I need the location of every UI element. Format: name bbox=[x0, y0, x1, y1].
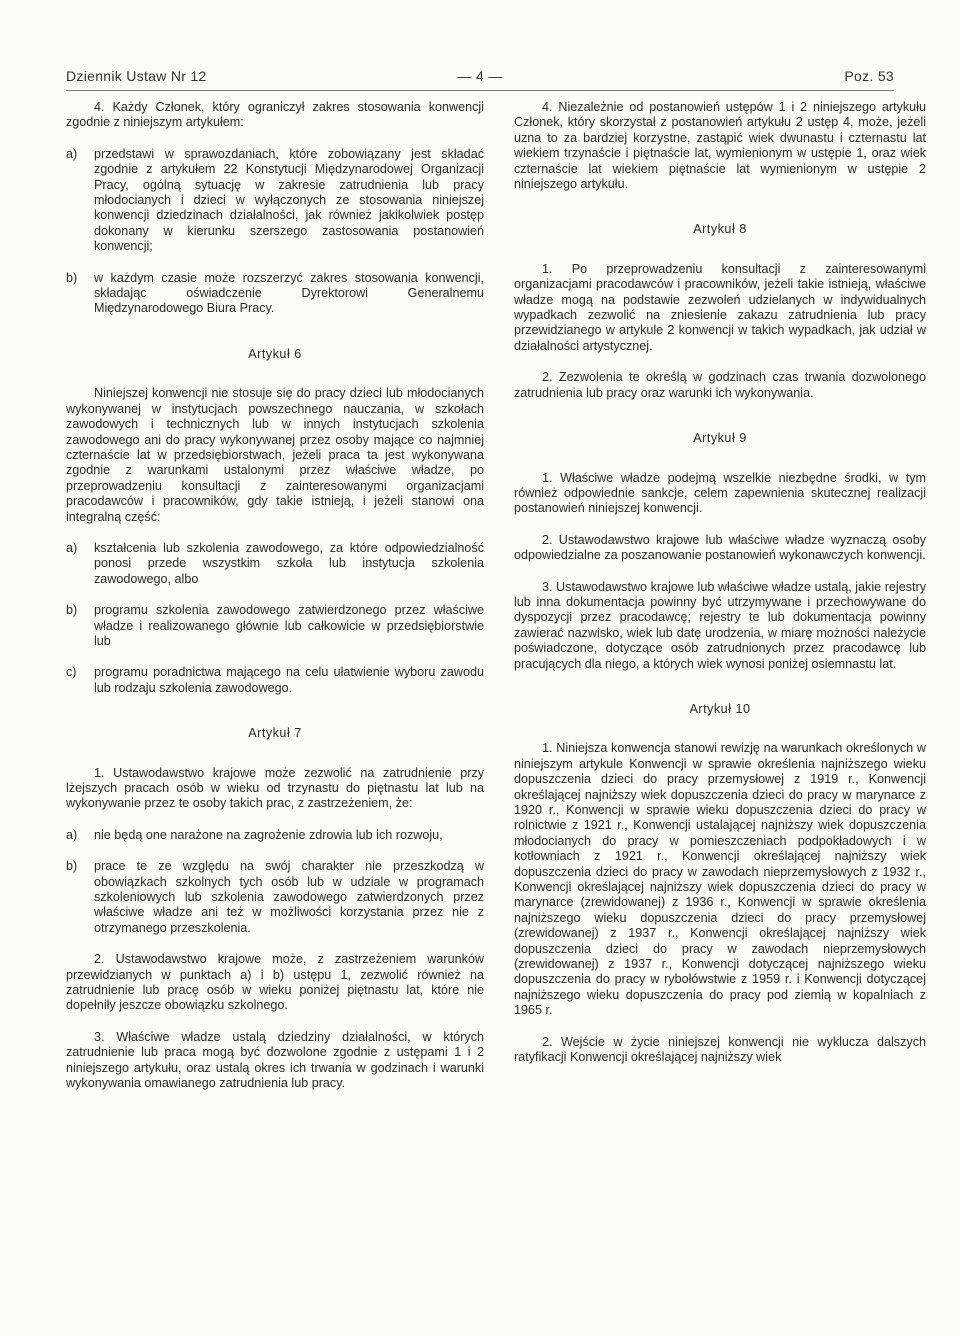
paragraph-4: 4. Każdy Członek, który ograniczył zakres stosowania konwencji zgodnie z niniejszym artykułem: bbox=[66, 100, 484, 130]
item-text: kształcenia lub szkolenia zawodowego, za które odpowiedzialność ponosi przede wszystkim szkoła lub instytucja szkolenia zawodowego, albo bbox=[94, 540, 484, 586]
list-item-b bbox=[66, 603, 484, 649]
position-number: Poz. 53 bbox=[844, 68, 894, 84]
article-9-title: Artykuł 9 bbox=[693, 431, 747, 446]
page-number: — 4 — bbox=[457, 68, 503, 84]
article-7-paragraph-2: 2. Ustawodawstwo krajowe może, z zastrzeżeniem warunków przewidzianych w punktach a) i b) ustępu 1, zezwolić również na zatrudnienie lub pracę osób w wieku poniżej piętnastu lat, które nie dopełniły jeszcze obowiązku szkolnego. bbox=[66, 952, 484, 1013]
article-10-paragraph-1: 1. Niniejsza konwencja stanowi rewizję na warunkach określonych w niniejszym artykule Konwencji w sprawie określenia najniższego wieku dopuszczenia dzieci do pracy przemysłowej z 1919 r., Konwencji określającej najniższy wiek dopuszczenia dzieci do pracy w marynarce z 1920 r., Konwencji w sprawie wieku dopuszczenia dzieci do pracy w rolnictwie z 1921 r., Konwencji ustalającej najniższy wiek dopuszczenia młodocianych do pracy w pomieszczeniach podpokładowych i w kotłowniach z 1921 r., Konwencji określającej najniższy wiek dopuszczenia dzieci do pracy w zawodach nieprzemysłowych z 1932 r., Konwencji określającej najniższy wiek dopuszczenia dzieci do pracy w marynarce (zrewidowanej) z 1936 r., Konwencji w sprawie określenia najniższego wieku dopuszczenia dzieci do pracy przemysłowej (zrewidowanej) z 1937 r., Konwencji określającej najniższy wiek dopuszczenia dzieci do pracy w zawodach nieprzemysłowych (zrewidowanej) z 1937 r., Konwencji dotyczącej najniższego wieku dopuszczenia do pracy w rybołówstwie z 1959 r. i Konwencji dotyczącej najniższego wieku dopuszczenia do pracy pod ziemią w kopalniach z 1965 r. bbox=[514, 741, 926, 1018]
article-7-paragraph-3: 3. Właściwe władze ustalą dziedziny działalności, w których zatrudnienie lub praca mogą być dozwolone zgodnie z ustępami 1 i 2 niniejszego artykułu, oraz ustalą okres ich trwania w godzinach i warunki wykonywania omawianego zatrudnienia lub pracy. bbox=[66, 1029, 484, 1091]
list-item-b bbox=[66, 271, 484, 317]
article-8-title: Artykuł 8 bbox=[693, 222, 747, 237]
article-7-paragraph-4: 4. Niezależnie od postanowień ustępów 1 i 2 niniejszego artykułu Członek, który skorzystał z postanowień artykułu 2 ustęp 4, może, jeżeli uzna to za bardziej korzystne, zastąpić wiek dwunastu i czternastu lat wiekiem trzynaście i piętnaście lat, wymienionym w ustępie 1, oraz wiek czternaście lat wiekiem piętnaście lat wymienionym w ustępie 2 niniejszego artykułu. bbox=[514, 100, 926, 192]
right-column bbox=[514, 100, 926, 1082]
article-8-paragraph-1: 1. Po przeprowadzeniu konsultacji z zainteresowanymi organizacjami pracodawców i pracowników, jeżeli takie istnieją, właściwe władze mogą na podstawie zezwoleń udzielanych w indywidualnych wypadkach zezwolić na zniesienie zakazu zatrudnienia lub pracy przewidzianego w artykule 2 konwencji w takich wypadkach, jak udział w działalności artystycznej. bbox=[514, 261, 926, 353]
item-label: a) bbox=[66, 827, 78, 842]
item-label: c) bbox=[66, 665, 77, 680]
list-item-c bbox=[66, 665, 484, 696]
item-label: b) bbox=[66, 603, 78, 618]
header-rule bbox=[66, 90, 894, 91]
item-text: prace te ze względu na swój charakter nie przeszkodzą w obowiązkach szkolnych tych osób lub w udziale w programach szkoleniowych lub szkolenia zawodowego zatwierdzonych przez właściwe władze ani też w możliwości korzystania przez nie z otrzymanego przeszkolenia. bbox=[94, 859, 484, 935]
article-7-paragraph-1: 1. Ustawodawstwo krajowe może zezwolić na zatrudnienie przy lżejszych pracach osób w wieku od trzynastu do piętnastu lat lub na wykonywanie przez te osoby takich prac, z zastrzeżeniem, że: bbox=[66, 765, 484, 811]
left-column bbox=[66, 100, 484, 1108]
item-text: programu szkolenia zawodowego zatwierdzonego przez właściwe władze i realizowanego głównie lub całkowicie w przedsiębiorstwie lub bbox=[94, 603, 484, 648]
article-9-paragraph-1: 1. Właściwe władze podejmą wszelkie niezbędne środki, w tym również odpowiednie sankcje, celem zapewnienia skutecznej realizacji postanowień niniejszej konwencji. bbox=[514, 470, 926, 516]
article-6-intro: Niniejszej konwencji nie stosuje się do pracy dzieci lub młodocianych wykonywanej w instytucjach powszechnego nauczania, w szkołach zawodowych i technicznych lub w innych instytucjach szkolenia zawodowego ani do pracy wykonywanej przez osoby mające co najmniej czternaście lat w przedsiębiorstwach, jeżeli praca ta jest wykonywana zgodnie z warunkami ustalonymi przez właściwe władze, po przeprowadzeniu konsultacji z zainteresowanymi organizacjami pracodawców i pracowników, gdy takie istnieją, i jeżeli stanowi ona integralną część: bbox=[66, 386, 484, 524]
list-item-b bbox=[66, 859, 484, 936]
item-label: b) bbox=[66, 859, 78, 874]
article-6-title: Artykuł 6 bbox=[248, 346, 302, 361]
list-item-a bbox=[66, 541, 484, 587]
item-text: przedstawi w sprawozdaniach, które zobowiązany jest składać zgodnie z artykułem 22 Konstytucji Międzynarodowej Organizacji Pracy, ogólną sytuację w zakresie zatrudnienia lub pracy młodocianych i dzieci w wyłączonych ze stosowania niniejszej konwencji dziedzinach działalności, jak również jakikolwiek postęp dokonany w kierunku szerszego zastosowania postanowień konwencji; bbox=[94, 146, 484, 254]
article-7-title: Artykuł 7 bbox=[248, 726, 302, 741]
article-10-title: Artykuł 10 bbox=[689, 701, 751, 716]
article-10-paragraph-2: 2. Wejście w życie niniejszej konwencji nie wyklucza dalszych ratyfikacji Konwencji określającej najniższy wiek bbox=[514, 1034, 926, 1065]
article-9-paragraph-2: 2. Ustawodawstwo krajowe lub właściwe władze wyznaczą osoby odpowiedzialne za poszanowanie postanowień wykonawczych konwencji. bbox=[514, 532, 926, 563]
item-text: nie będą one narażone na zagrożenie zdrowia lub ich rozwoju, bbox=[94, 827, 443, 842]
item-label: a) bbox=[66, 146, 78, 161]
page-header bbox=[66, 68, 894, 90]
item-label: b) bbox=[66, 270, 78, 285]
item-text: w każdym czasie może rozszerzyć zakres stosowania konwencji, składając oświadczenie Dyrektorowi Generalnemu Międzynarodowego Biura Pracy. bbox=[94, 270, 484, 316]
list-item-a bbox=[66, 147, 484, 255]
item-text: programu poradnictwa mającego na celu ułatwienie wyboru zawodu lub rodzaju szkolenia zawodowego. bbox=[94, 665, 484, 695]
article-9-paragraph-3: 3. Ustawodawstwo krajowe lub właściwe władze ustalą, jakie rejestry lub inna dokumentacja powinny być utrzymywane i przechowywane do dyspozycji przez pracodawcę; rejestry te lub dokumentacja powinny zawierać nazwisko, wiek lub datę urodzenia, w miarę możności należycie poświadczone, dotyczące osób zatrudnionych przez pracodawcę lub pracujących dla niego, a których wiek wynosi poniżej osiemnastu lat. bbox=[514, 579, 926, 671]
journal-title: Dziennik Ustaw Nr 12 bbox=[66, 68, 207, 84]
item-label: a) bbox=[66, 540, 78, 555]
list-item-a bbox=[66, 828, 484, 843]
article-8-paragraph-2: 2. Zezwolenia te określą w godzinach czas trwania dozwolonego zatrudnienia lub pracy oraz warunki ich wykonywania. bbox=[514, 370, 926, 400]
